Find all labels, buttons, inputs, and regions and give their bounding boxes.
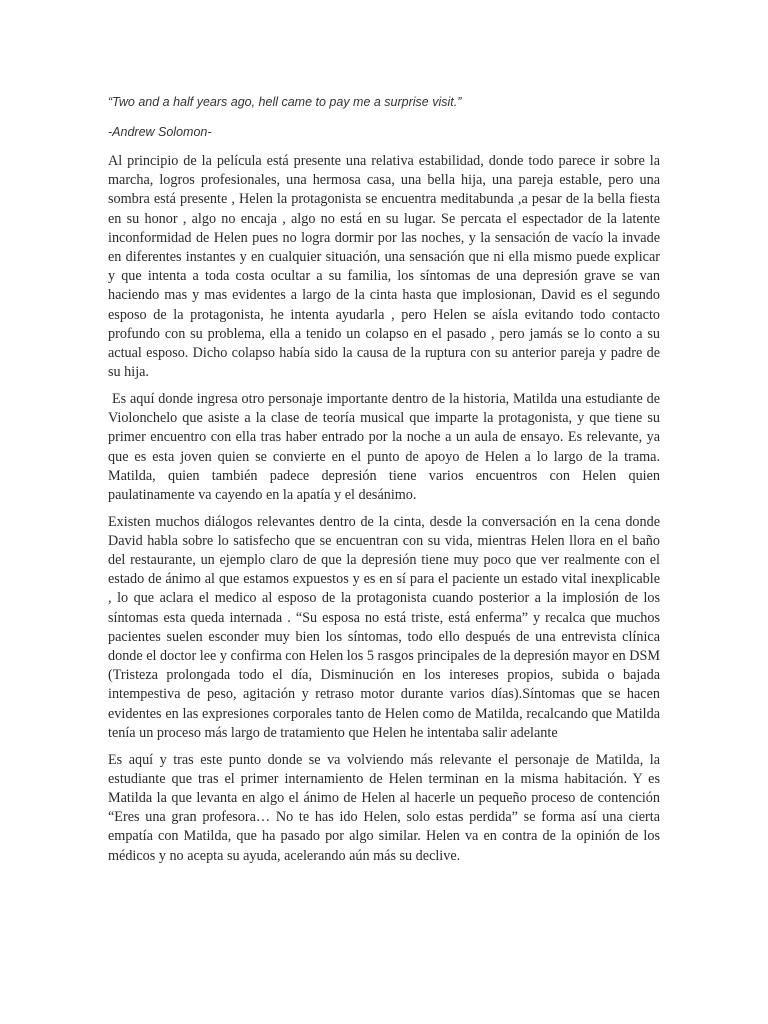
paragraph: Es aquí y tras este punto donde se va volviendo más relevante el personaje de Matilda, la estudiante que tras el primer internamiento de Helen terminan en la misma habitación. Y es Matilda la que levanta en algo el ánimo de Helen al hacerle un pequeño proceso de contención “Eres una gran profesora… No te has ido Helen, solo estas perdida” se forma así una cierta empatía con Matilda, que ha pasado por algo similar. Helen va en contra de la opinión de los médicos y no acepta su ayuda, acelerando aún más su declive. (108, 751, 660, 864)
paragraph: Al principio de la película está presente una relativa estabilidad, donde todo parece ir sobre la marcha, logros profesionales, una hermosa casa, una bella hija, una pareja estable, pero una sombra está presente , Helen la protagonista se encuentra meditabunda ,a pesar de la bella fiesta en su honor , algo no encaja , algo no está en su lugar. Se percata el espectador de la latente inconformidad de Helen pues no logra dormir por las noches, y la sensación de vacío la invade en diferentes instantes y en cualquier situación, una sensación que ni ella mismo puede explicar y que intenta a toda costa ocultar a su familia, los síntomas de una depresión grave se van haciendo mas y mas evidentes a largo de la cinta hasta que implosionan, David es el segundo esposo de la protagonista, he intenta ayudarla , pero Helen se aísla evitando todo contacto profundo con su problema, ella a tenido un colapso en el pasado , pero jamás se lo conto a su actual esposo. Dicho colapso había sido la causa de la ruptura con su anterior pareja y padre de su hija. (108, 153, 660, 381)
paragraph: Es aquí donde ingresa otro personaje importante dentro de la historia, Matilda una estudiante de Violonchelo que asiste a la clase de teoría musical que imparte la protagonista, y que tiene su primer encuentro con ella tras haber entrado por la noche a un aula de ensayo. Es relevante, ya que es esta joven quien se convierte en el punto de apoyo de Helen a lo largo de la trama. Matilda, quien también padece depresión tiene varios encuentros con Helen quien paulatinamente va cayendo en la apatía y el desánimo. (108, 390, 660, 503)
essay-body (108, 152, 660, 873)
epigraph-author: -Andrew Solomon- (108, 125, 212, 139)
paragraph: Existen muchos diálogos relevantes dentro de la cinta, desde la conversación en la cena donde David habla sobre lo satisfecho que se encuentran con su vida, mientras Helen llora en el baño del restaurante, un ejemplo claro de que la depresión tiene muy poco que ver realmente con el estado de ánimo al que estamos expuestos y es en sí para el paciente un estado vital inexplicable , lo que aclara el medico al esposo de la protagonista cuando posterior a la implosión de los síntomas esta queda internada . “Su esposa no está triste, está enferma” y recalca que muchos pacientes suelen esconder muy bien los síntomas, todo ello después de una entrevista clínica donde el doctor lee y confirma con Helen los 5 rasgos principales de la depresión mayor en DSM (Tristeza prolongada todo el día, Disminución en los intereses propios, subida o bajada intempestiva de peso, agitación y retraso motor durante varios días).Síntomas que se hacen evidentes en las expresiones corporales tanto de Helen como de Matilda, recalcando que Matilda tenía un proceso más largo de tratamiento que Helen he intentaba salir adelante (108, 513, 660, 741)
epigraph-quote: “Two and a half years ago, hell came to pay me a surprise visit.” (108, 95, 462, 109)
